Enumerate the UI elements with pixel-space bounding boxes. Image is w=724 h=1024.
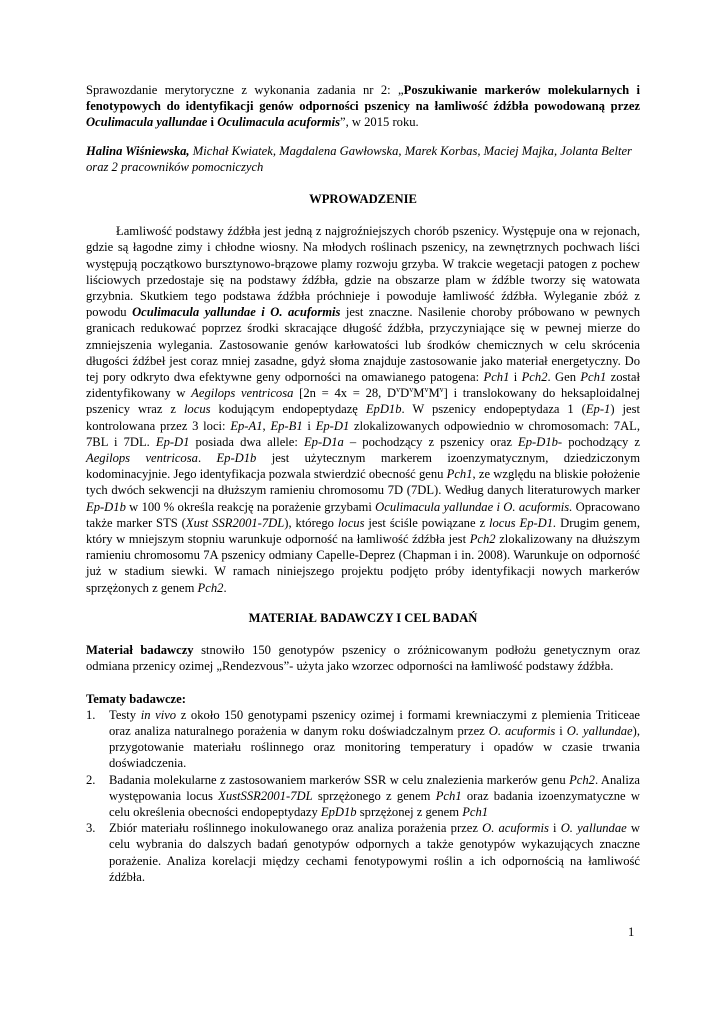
- list-item-number: 1.: [86, 707, 96, 722]
- lead-author: Halina Wiśniewska,: [86, 143, 190, 158]
- page-number: 1: [628, 925, 635, 939]
- list-item: 3. Zbiór materiału roślinnego inokulowanego oraz analiza porażenia przez O. acuformis i O. yallundae w celu wybrania do dalszych badań genotypów odpornych a także genotypów wykazujących znaczne porażenie. Analiza korelacji między cechami fenotypowymi roślin a ich odpornością na łamliwość źdźbła.: [86, 821, 640, 884]
- header-suffix: ”, w 2015 roku.: [340, 115, 419, 130]
- header-conjunction: i: [207, 115, 218, 130]
- material-paragraph: [86, 642, 640, 674]
- header-species-1: Oculimacula yallundae: [86, 115, 208, 130]
- topics-list: [86, 707, 640, 885]
- intro-paragraph: Łamliwość podstawy źdźbła jest jedną z najgroźniejszych chorób pszenicy. Występuje ona w rejonach, gdzie są łagodne zimy i chłodne wiosny. Na młodych roślinach pszenicy, na zewnętrznych pochwach liści występują początkowo bursztynowo-brązowe plamy rozwoju grzyba. W trakcie wegetacji patogen z pochew liściowych przedostaje się na podstawy źdźbła, gdzie na obszarze plam w źdźble tworzy się watowata grzybnia. Skutkiem tego podstawa źdźbła próchnieje i powoduje łamliwość źdźbła. Wyleganie zbóż z powodu Oculimacula yallundae i O. acuformis jest znaczne. Nasilenie choroby próbowano w pewnych granicach redukować poprzez środki skracające długość źdźbła, przyczyniające się w pewnej mierze do zmniejszenia wylegania. Zastosowanie genów karłowatości lub środków chemicznych w celu skrócenia długości źdźbeł jest coraz mniej zasadne, gdyż słoma znajduje zastosowanie jako materiał energetyczny. Do tej pory odkryto dwa efektywne geny odporności na omawianego patogena: Pch1 i Pch2. Gen Pch1 został zidentyfikowany w Aegilops ventricosa [2n = 4x = 28, $D^vD^vM^vM^v$] i translokowany do heksaploidalnej pszenicy wraz z locus kodującym endopeptydazę EpD1b. W pszenicy endopeptydaza 1 (Ep-1) jest kontrolowana przez 3 loci: Ep-A1, Ep-B1 i Ep-D1 zlokalizowanych odpowiednio w chromosomach: 7AL, 7BL i 7DL. Ep-D1 posiada dwa allele: Ep-D1a – pochodzący z pszenicy oraz Ep-D1b- pochodzący z Aegilops ventricosa. Ep-D1b jest użytecznym markerem izoenzymatycznym, dziedziczonym kodominacyjnie. Jego identyfikacja pozwala stwierdzić obecność genu Pch1, ze względu na bliskie położenie tych dwóch sekwencji na dłuższym ramieniu chromosomu 7D (7DL). Według danych literaturowych marker Ep-D1b w 100 % określa reakcję na porażenie grzybami Oculimacula yallundae i O. acuformis. Opracowano także marker STS (Xust SSR2001-7DL), którego locus jest ściśle powiązane z locus Ep-D1. Drugim genem, który w mniejszym stopniu warunkuje odporność na łamliwość źdźbła jest Pch2 zlokalizowany na dłuższym ramieniu chromosomu 7A pszenicy odmiany Capelle-Deprez (Chapman i in. 2008). Warunkuje on odporność już w stadium siewki. W ramach niniejszego projektu podjęto próby identyfikacji nowych markerów sprzężonych z genem Pch2.: [86, 224, 641, 595]
- header-species-2: Oculimacula acuformis: [217, 115, 340, 130]
- list-item: 2. Badania molekularne z zastosowaniem markerów SSR w celu znalezienia markerów genu Pch2. Analiza występowania locus XustSSR2001-7DL sprzężonego z genem Pch1 oraz badania izoenzymatyczne w celu określenia obecności endopeptydazy EpD1b sprzężonej z genem Pch1: [86, 772, 641, 819]
- material-text: stnowiło 150 genotypów pszenicy o zróżnicowanym podłożu genetycznym oraz odmiana przenicy ozimej „Rendezvous”- użyta jako wzorzec odporności na łamliwość podstawy źdźbła.: [86, 643, 640, 674]
- list-item-number: 3.: [86, 821, 96, 836]
- list-item-number: 2.: [86, 772, 96, 787]
- list-item: 1. Testy in vivo z około 150 genotypami pszenicy ozimej i formami krewniaczymi z plemienia Triticeae oraz analiza naturalnego porażenia w danym roku doświadczalnym przez O. acuformis i O. yallundae), przygotowanie materiału roślinnego oraz monitoring temperatury i opadów w czasie trwania doświadczenia.: [86, 707, 640, 771]
- header-title: Poszukiwanie markerów molekularnych i fenotypowych do identyfikacji genów odporności pszenicy na łamliwość źdźbła powodowaną przez: [86, 83, 640, 114]
- material-label: Materiał badawczy: [86, 643, 194, 658]
- material-heading: MATERIAŁ BADAWCZY I CEL BADAŃ: [248, 610, 478, 625]
- report-header: [86, 82, 640, 131]
- authors: [86, 143, 640, 175]
- co-authors: Michał Kwiatek, Magdalena Gawłowska, Marek Korbas, Maciej Majka, Jolanta Belter oraz 2 pracowników pomocniczych: [86, 143, 632, 174]
- topics-title: Tematy badawcze:: [86, 691, 186, 706]
- intro-heading: WPROWADZENIE: [309, 192, 417, 207]
- document-page: [86, 82, 640, 885]
- header-prefix: Sprawozdanie merytoryczne z wykonania zadania nr 2: „: [86, 83, 404, 97]
